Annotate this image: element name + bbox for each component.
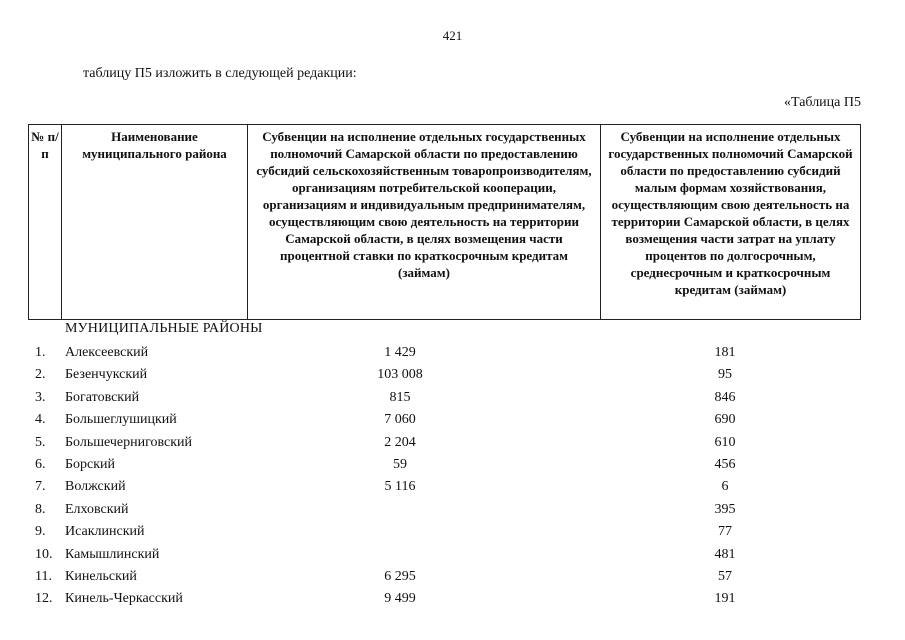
value-small-forms: 181	[714, 345, 736, 360]
district-name: Безенчукский	[65, 367, 148, 383]
table-row	[0, 589, 905, 611]
district-name: Исаклинский	[65, 524, 145, 540]
row-number: 12.	[35, 591, 53, 607]
district-name: Большеглушицкий	[65, 412, 177, 428]
table-row	[0, 522, 905, 544]
value-short-term: 59	[393, 456, 407, 472]
row-number: 6.	[35, 456, 46, 472]
section-title: МУНИЦИПАЛЬНЫЕ РАЙОНЫ	[65, 321, 263, 336]
table-row	[0, 433, 905, 455]
value-small-forms: 191	[714, 591, 736, 607]
value-short-term: 6 295	[384, 568, 416, 584]
row-number: 1.	[35, 345, 46, 360]
value-short-term: 9 499	[384, 591, 416, 607]
value-small-forms: 6	[721, 479, 729, 495]
page-number: 421	[442, 28, 463, 43]
row-number: 2.	[35, 367, 46, 383]
district-name: Елховский	[65, 501, 129, 517]
value-short-term: 5 116	[384, 479, 416, 495]
row-number: 8.	[35, 501, 46, 517]
header-district-name: Наименование муниципального района	[62, 125, 248, 319]
row-number: 4.	[35, 412, 46, 428]
value-small-forms: 846	[714, 389, 736, 405]
value-small-forms: 395	[714, 501, 736, 517]
intro-text: таблицу П5 изложить в следующей редакции:	[83, 66, 357, 81]
header-subvention-short-term: Субвенции на исполнение отдельных государственных полномочий Самарской области по предоставлению субсидий сельскохозяйственным товаропроизводителям, организациям потребительской кооперации, организациям и индивидуальным предпринимателям, осуществляющим свою деятельность на территории Самарской области, в целях возмещения части процентной ставки по краткосрочным кредитам (займам)	[248, 125, 601, 319]
district-name: Большечерниговский	[65, 434, 193, 450]
row-number: 7.	[35, 479, 46, 495]
row-number: 9.	[35, 524, 46, 540]
district-name: Богатовский	[65, 389, 140, 405]
value-small-forms: 95	[718, 367, 732, 383]
district-name: Алексеевский	[65, 345, 149, 360]
header-number: № п/п	[29, 125, 62, 319]
table-row	[0, 365, 905, 387]
district-name: Борский	[65, 456, 116, 472]
value-small-forms: 481	[714, 546, 736, 562]
table-row	[0, 477, 905, 499]
table-body	[0, 343, 905, 612]
value-short-term: 103 008	[377, 367, 423, 383]
table-reference: «Таблица П5	[784, 95, 861, 110]
row-number: 5.	[35, 434, 46, 450]
table-row	[0, 410, 905, 432]
table-row	[0, 343, 905, 365]
row-number: 3.	[35, 389, 46, 405]
value-short-term: 7 060	[384, 412, 416, 428]
table-row	[0, 545, 905, 567]
value-short-term: 1 429	[384, 345, 416, 360]
value-small-forms: 456	[714, 456, 736, 472]
value-small-forms: 690	[714, 412, 736, 428]
table-header	[28, 124, 861, 320]
district-name: Кинель-Черкасский	[65, 591, 183, 607]
table-row	[0, 500, 905, 522]
district-name: Камышлинский	[65, 546, 160, 562]
table-row	[0, 567, 905, 589]
value-small-forms: 610	[714, 434, 736, 450]
header-subvention-small-forms: Субвенции на исполнение отдельных государственных полномочий Самарской области по предоставлению субсидий малым формам хозяйствования, осуществляющим свою деятельность на территории Самарской области, в целях возмещения части затрат на уплату процентов по долгосрочным, среднесрочным и краткосрочным кредитам (займам)	[608, 129, 853, 297]
value-small-forms: 57	[718, 568, 732, 584]
row-number: 11.	[35, 568, 52, 584]
row-number: 10.	[35, 546, 53, 562]
table-row	[0, 388, 905, 410]
table-row	[0, 455, 905, 477]
district-name: Волжский	[65, 479, 126, 495]
value-short-term: 815	[389, 389, 411, 405]
district-name: Кинельский	[65, 568, 137, 584]
value-small-forms: 77	[718, 524, 732, 540]
value-short-term: 2 204	[384, 434, 416, 450]
